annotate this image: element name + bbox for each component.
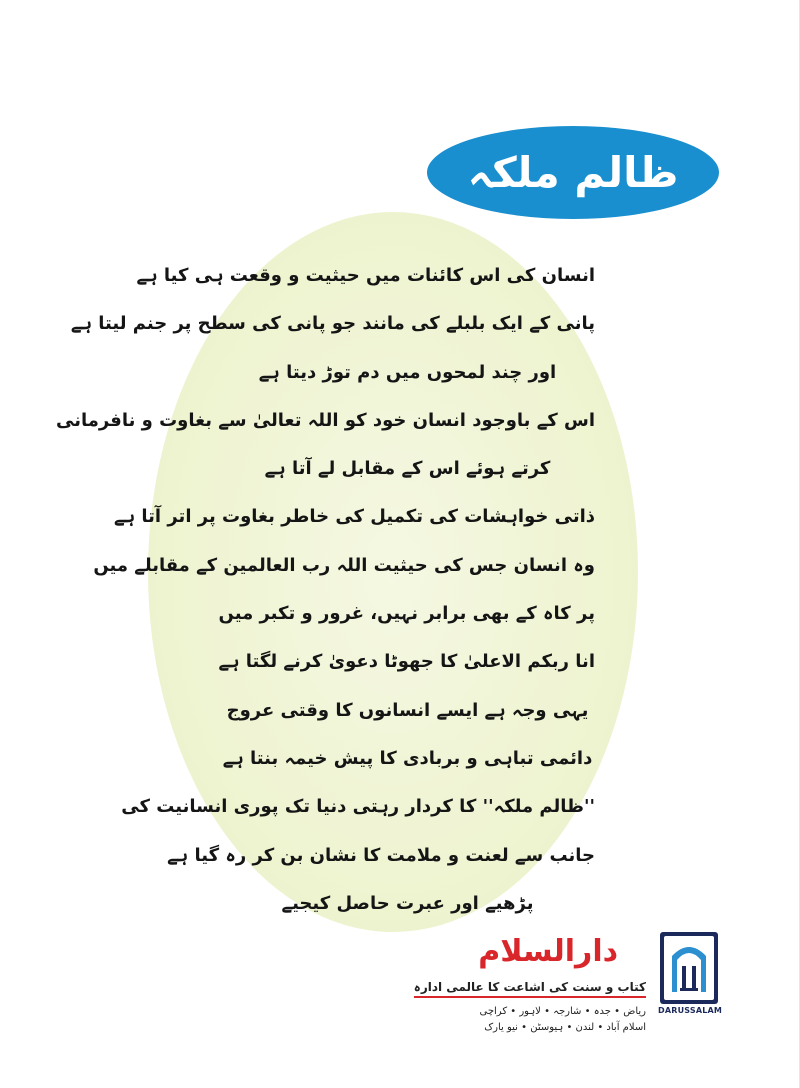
verse-line: انسان کی اس کائنات میں حیثیت و وقعت ہی کیا ہے	[136, 265, 595, 286]
verse-line: کرتے ہوئے اس کے مقابل لے آتا ہے	[264, 458, 551, 480]
verse-line: پانی کے ایک بلبلے کی مانند جو پانی کی سطح پر جنم لیتا ہے	[70, 313, 595, 335]
verse-line: اور چند لمحوں میں دم توڑ دیتا ہے	[258, 361, 557, 383]
publisher-logo-icon	[658, 930, 723, 1022]
verse-line: یہی وجہ ہے ایسے انسانوں کا وقتی عروج	[226, 699, 589, 721]
verse-line: پڑھیے اور عبرت حاصل کیجیے	[281, 892, 534, 914]
publisher-cities-line: اسلام آباد • لندن • ہیوسٹن • نیو یارک	[484, 1022, 646, 1033]
logo-caption: DARUSSALAM	[658, 1006, 723, 1015]
verse-line: دائمی تباہی و بربادی کا پیش خیمہ بنتا ہے	[222, 747, 593, 769]
verse-line: انا ربکم الاعلیٰ کا جھوٹا دعویٰ کرنے لگتا ہے	[218, 651, 595, 673]
logo-emblem-icon	[658, 930, 720, 1006]
verse-line: وہ انسان جس کی حیثیت اللہ رب العالمین کے مقابلے میں	[93, 554, 595, 576]
verse-line: ''ظالم ملکہ'' کا کردار رہتی دنیا تک پوری انسانیت کی	[121, 796, 595, 818]
title-badge	[427, 126, 719, 219]
verse-line: اس کے باوجود انسان خود کو اللہ تعالیٰ سے بغاوت و نافرمانی	[55, 409, 595, 431]
publisher-cities	[480, 1004, 647, 1036]
publisher-cities-line: ریاض • جدہ • شارجہ • لاہور • کراچی	[479, 1006, 646, 1017]
publisher-name: دارالسلام	[478, 934, 618, 969]
publisher-block	[388, 928, 648, 1048]
publisher-tagline: کتاب و سنت کی اشاعت کا عالمی ادارہ	[414, 980, 646, 998]
verse-line: ذاتی خواہشات کی تکمیل کی خاطر بغاوت پر اتر آتا ہے	[114, 506, 595, 528]
verse-line: جانب سے لعنت و ملامت کا نشان بن کر رہ گیا ہے	[167, 844, 595, 866]
page-title: ظالم ملکہ	[467, 148, 679, 197]
verse-line: پر کاہ کے بھی برابر نہیں، غرور و تکبر میں	[218, 603, 595, 625]
poem-verses	[55, 252, 595, 928]
